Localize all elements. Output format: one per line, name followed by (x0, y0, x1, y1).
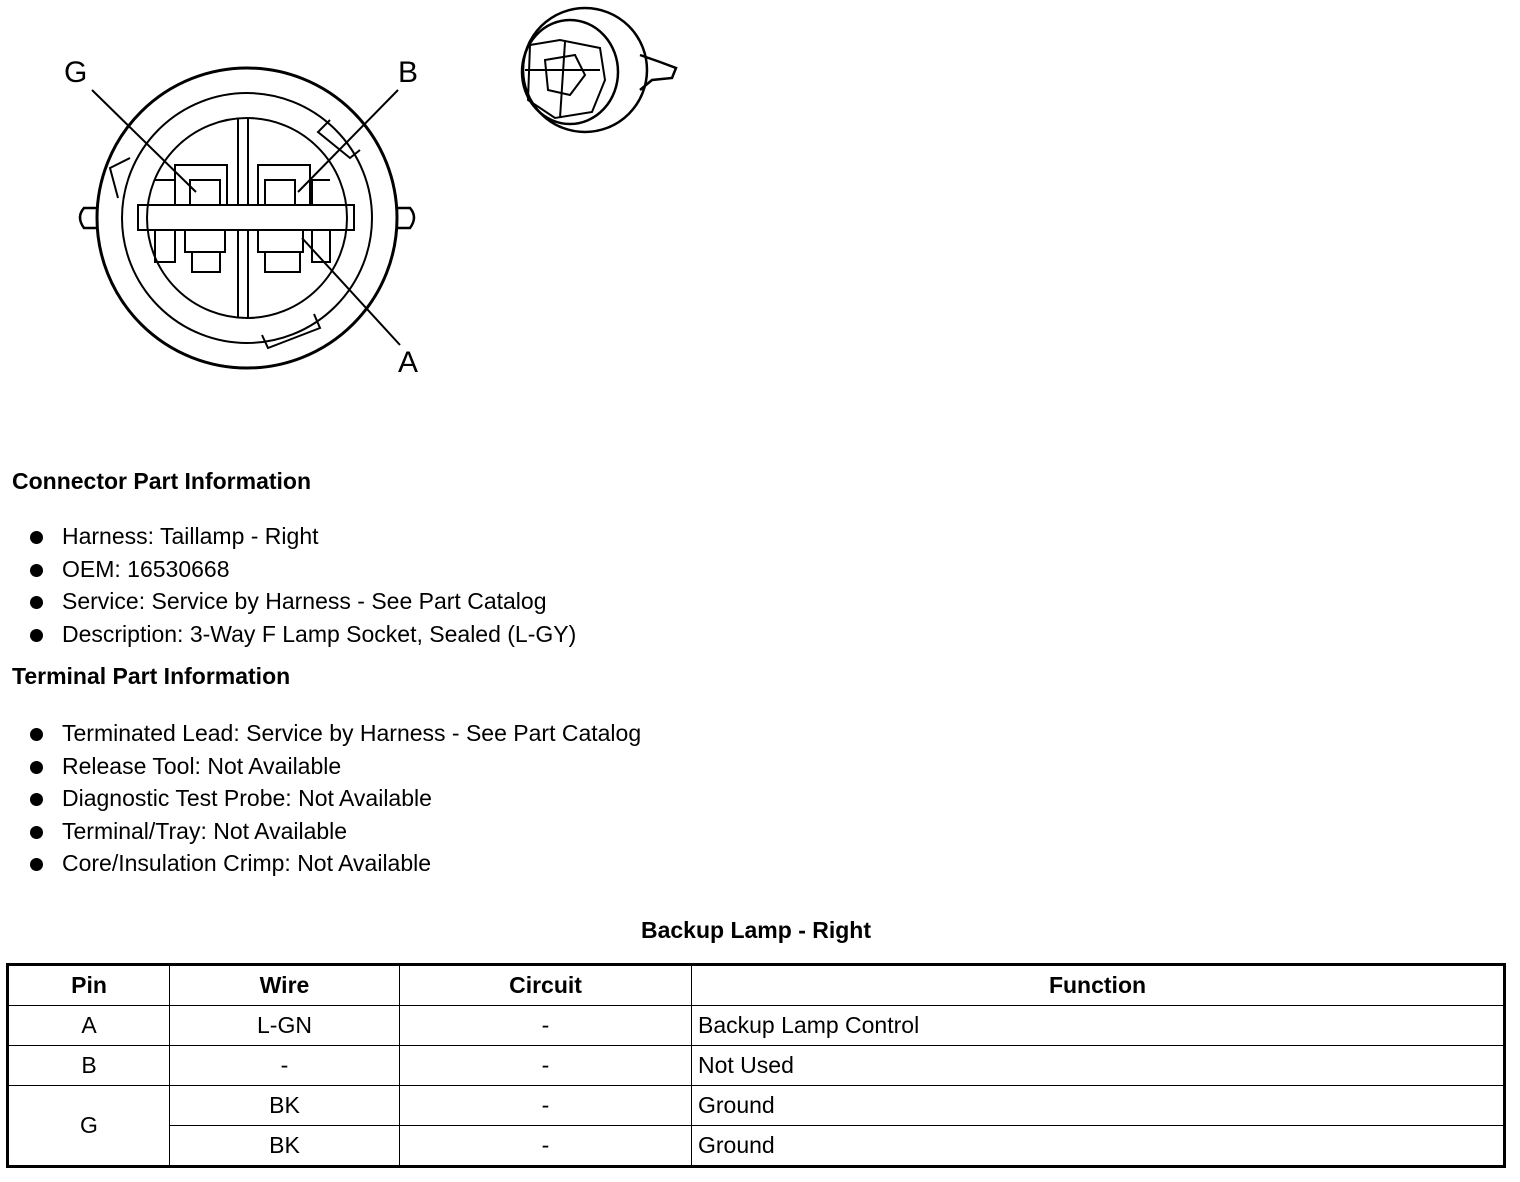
header-pin: Pin (8, 965, 170, 1006)
table-row (8, 1126, 1505, 1167)
table-row (8, 1046, 1505, 1086)
table-row (8, 1006, 1505, 1046)
pin-cell: A (8, 1006, 170, 1046)
wire-cell: - (170, 1046, 400, 1086)
socket-thumbnail (522, 8, 676, 132)
pin-label-g: G (64, 56, 88, 89)
connector-part-info-list (26, 522, 576, 652)
list-item: Core/Insulation Crimp: Not Available (26, 849, 641, 882)
function-cell: Not Used (692, 1046, 1505, 1086)
function-cell: Ground (692, 1086, 1505, 1126)
function-cell: Backup Lamp Control (692, 1006, 1505, 1046)
circuit-cell: - (400, 1086, 692, 1126)
list-item: Harness: Taillamp - Right (26, 522, 576, 555)
connector-part-info-heading: Connector Part Information (12, 468, 312, 494)
circuit-cell: - (400, 1126, 692, 1167)
terminal-part-info-heading: Terminal Part Information (12, 663, 291, 689)
list-item: Terminated Lead: Service by Harness - See Part Catalog (26, 719, 641, 752)
wire-cell: L-GN (170, 1006, 400, 1046)
list-item: Release Tool: Not Available (26, 752, 641, 785)
header-circuit: Circuit (400, 965, 692, 1006)
pin-table (6, 963, 1506, 1168)
pin-table-title: Backup Lamp - Right (640, 917, 871, 943)
pin-label-a: A (398, 346, 419, 379)
list-item: Terminal/Tray: Not Available (26, 817, 641, 850)
list-item: Service: Service by Harness - See Part Catalog (26, 587, 576, 620)
list-item: Diagnostic Test Probe: Not Available (26, 784, 641, 817)
list-item: Description: 3-Way F Lamp Socket, Sealed (L-GY) (26, 620, 576, 653)
header-function: Function (692, 965, 1505, 1006)
pin-label-b: B (398, 56, 419, 89)
circuit-cell: - (400, 1046, 692, 1086)
table-header-row (8, 965, 1505, 1006)
wire-cell: BK (170, 1126, 400, 1167)
pin-cell: B (8, 1046, 170, 1086)
list-item: OEM: 16530668 (26, 555, 576, 588)
pin-cell: G (8, 1086, 170, 1167)
wire-cell: BK (170, 1086, 400, 1126)
terminal-part-info-list (26, 719, 641, 882)
function-cell: Ground (692, 1126, 1505, 1167)
header-wire: Wire (170, 965, 400, 1006)
circuit-cell: - (400, 1006, 692, 1046)
table-row (8, 1086, 1505, 1126)
connector-face-diagram (0, 0, 720, 420)
